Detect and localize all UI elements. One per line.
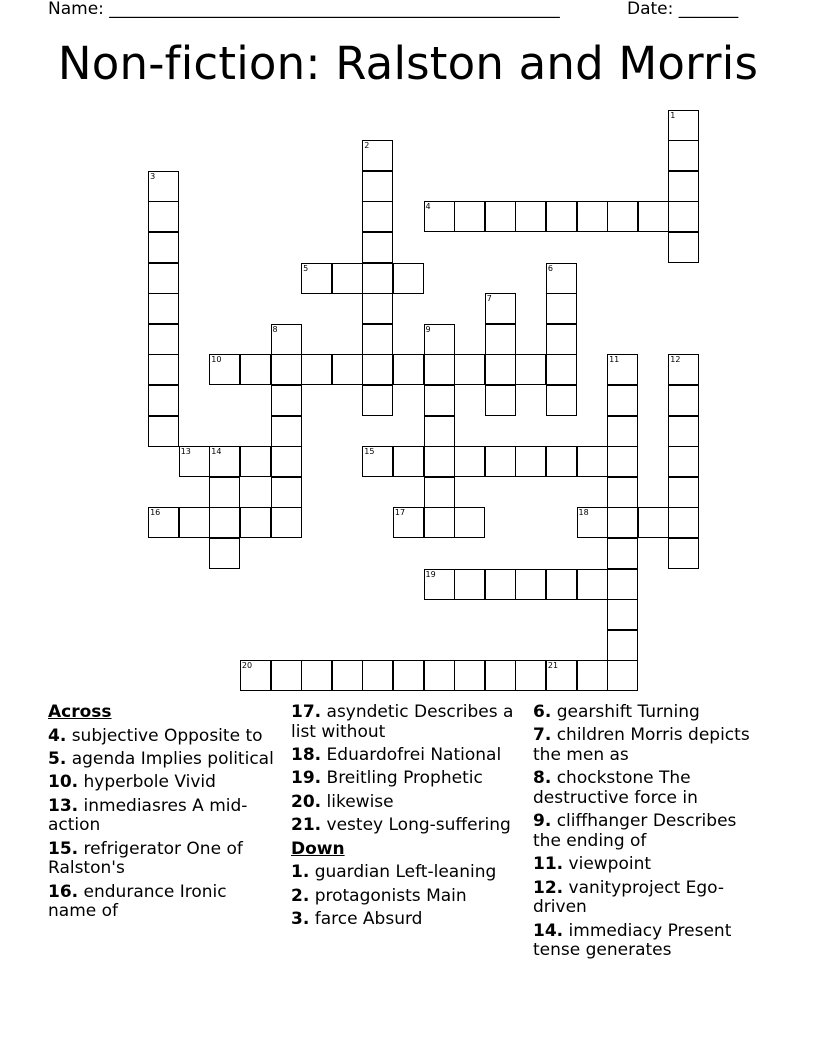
clue-number-label: 4. <box>48 725 67 746</box>
grid-cell[interactable] <box>148 171 179 202</box>
clue-number: 2 <box>364 141 370 151</box>
clue-number-label: 6. <box>533 702 552 722</box>
grid-cell[interactable] <box>668 201 699 232</box>
grid-cell[interactable] <box>638 201 669 232</box>
grid-cell[interactable] <box>393 263 424 294</box>
grid-cell[interactable] <box>454 201 485 232</box>
grid-cell[interactable] <box>668 385 699 416</box>
grid-cell[interactable] <box>607 599 638 630</box>
grid-cell[interactable] <box>362 660 393 691</box>
grid-cell[interactable] <box>515 201 546 232</box>
clue-number: 17 <box>394 508 406 518</box>
grid-cell[interactable] <box>546 324 577 355</box>
grid-cell[interactable] <box>179 507 210 538</box>
grid-cell[interactable] <box>240 507 271 538</box>
grid-cell[interactable] <box>271 385 302 416</box>
grid-cell[interactable] <box>424 446 455 477</box>
grid-cell[interactable] <box>271 477 302 508</box>
grid-cell[interactable] <box>577 446 608 477</box>
clue-text: viewpoint <box>568 854 652 875</box>
grid-cell[interactable] <box>362 263 393 294</box>
grid-cell[interactable] <box>485 569 516 600</box>
clue-number-label: 9. <box>533 811 552 832</box>
clue-text: vanityproject Ego-driven <box>533 877 725 918</box>
grid-cell[interactable] <box>668 477 699 508</box>
grid-cell[interactable] <box>209 507 240 538</box>
clue-text: farce Absurd <box>314 908 423 929</box>
clue-number-label: 20. <box>291 791 322 812</box>
grid-cell[interactable] <box>332 354 363 385</box>
grid-cell[interactable] <box>209 538 240 569</box>
grid-cell[interactable] <box>393 354 424 385</box>
grid-cell[interactable] <box>607 630 638 661</box>
clue-text: hyperbole Vivid <box>83 772 216 793</box>
grid-cell[interactable] <box>393 507 424 538</box>
grid-cell[interactable] <box>607 507 638 538</box>
clue-number: 21 <box>547 661 559 671</box>
clue-number-label: 16. <box>48 881 79 902</box>
grid-cell[interactable] <box>148 201 179 232</box>
across-heading: Across <box>48 702 112 722</box>
grid-cell[interactable] <box>424 660 455 691</box>
clue-number: 16 <box>150 508 161 518</box>
grid-cell[interactable] <box>148 232 179 263</box>
clue-number-label: 14. <box>533 920 564 941</box>
clue-number: 13 <box>180 447 191 457</box>
clue-text: refrigerator One of Ralston's <box>48 838 243 879</box>
grid-cell[interactable] <box>393 660 424 691</box>
grid-cell[interactable] <box>485 446 516 477</box>
grid-cell[interactable] <box>271 660 302 691</box>
clue-number: 4 <box>425 202 431 212</box>
clue-number: 18 <box>578 508 589 518</box>
clue-number-label: 1. <box>291 862 310 883</box>
grid-cell[interactable] <box>362 232 393 263</box>
grid-cell[interactable] <box>485 293 516 324</box>
clue-number: 19 <box>425 569 436 579</box>
grid-cell[interactable] <box>607 354 638 385</box>
clue-number: 6 <box>547 263 553 273</box>
grid-cell[interactable] <box>577 507 608 538</box>
clue-item <box>291 769 523 789</box>
grid-cell[interactable] <box>424 507 455 538</box>
clue-item <box>291 793 523 813</box>
grid-cell[interactable] <box>515 660 546 691</box>
grid-cell[interactable] <box>546 354 577 385</box>
clue-item <box>291 816 523 836</box>
clue-number-label: 13. <box>48 795 79 816</box>
clue-column-3 <box>533 703 765 965</box>
clue-text: Breitling Prophetic <box>326 768 483 789</box>
grid-cell[interactable] <box>240 660 271 691</box>
clue-number-label: 10. <box>48 772 79 793</box>
clue-text: gearshift Turning <box>556 702 700 722</box>
clue-text: vestey Long-suffering <box>326 815 511 836</box>
clue-item <box>533 703 765 723</box>
grid-cell[interactable] <box>546 263 577 294</box>
grid-cell[interactable] <box>209 354 240 385</box>
page-title: Non-fiction: Ralston and Morris <box>57 37 759 90</box>
grid-cell[interactable] <box>362 354 393 385</box>
grid-cell[interactable] <box>668 110 699 141</box>
grid-cell[interactable] <box>546 385 577 416</box>
grid-cell[interactable] <box>546 201 577 232</box>
clue-item <box>291 703 523 742</box>
grid-cell[interactable] <box>454 446 485 477</box>
grid-cell[interactable] <box>546 569 577 600</box>
grid-cell[interactable] <box>424 569 455 600</box>
grid-cell[interactable] <box>148 263 179 294</box>
clue-text: immediacy Present tense generates <box>533 920 732 961</box>
grid-cell[interactable] <box>515 354 546 385</box>
clue-item <box>533 922 765 961</box>
grid-cell[interactable] <box>668 446 699 477</box>
grid-cell[interactable] <box>148 354 179 385</box>
grid-cell[interactable] <box>668 140 699 171</box>
grid-cell[interactable] <box>240 446 271 477</box>
clue-number: 12 <box>670 355 681 365</box>
grid-cell[interactable] <box>607 385 638 416</box>
clue-text: Eduardofrei National <box>326 744 502 765</box>
clue-text: protagonists Main <box>314 885 467 906</box>
grid-cell[interactable] <box>515 446 546 477</box>
clue-item <box>533 726 765 765</box>
grid-cell[interactable] <box>209 477 240 508</box>
clue-item <box>48 883 280 922</box>
grid-cell[interactable] <box>148 324 179 355</box>
grid-cell[interactable] <box>454 569 485 600</box>
clue-item <box>533 769 765 808</box>
clue-text: children Morris depicts the men as <box>533 725 750 765</box>
clue-item <box>48 773 280 793</box>
grid-cell[interactable] <box>271 416 302 447</box>
grid-cell[interactable] <box>362 446 393 477</box>
grid-cell[interactable] <box>209 446 240 477</box>
clue-number-label: 7. <box>533 725 552 746</box>
grid-cell[interactable] <box>577 660 608 691</box>
clue-item <box>48 750 280 770</box>
clue-item <box>291 746 523 766</box>
grid-cell[interactable] <box>607 477 638 508</box>
clue-number: 15 <box>364 447 375 457</box>
clue-text: guardian Left-leaning <box>314 862 497 883</box>
clue-number-label: 8. <box>533 768 552 789</box>
grid-cell[interactable] <box>332 263 363 294</box>
clue-item <box>533 879 765 918</box>
clue-item <box>48 727 280 747</box>
grid-cell[interactable] <box>546 446 577 477</box>
grid-cell[interactable] <box>668 538 699 569</box>
clue-text: chockstone The destructive force in <box>533 768 698 808</box>
grid-cell[interactable] <box>362 324 393 355</box>
clue-text: subjective Opposite to <box>71 725 263 746</box>
clue-number-label: 5. <box>48 748 67 769</box>
grid-cell[interactable] <box>362 140 393 171</box>
grid-cell[interactable] <box>271 507 302 538</box>
grid-cell[interactable] <box>424 324 455 355</box>
clue-item <box>291 863 523 883</box>
grid-cell[interactable] <box>485 660 516 691</box>
grid-cell[interactable] <box>301 263 332 294</box>
clue-column-2 <box>291 703 523 933</box>
clue-number: 8 <box>272 324 278 334</box>
grid-cell[interactable] <box>546 293 577 324</box>
clue-number-label: 12. <box>533 877 564 898</box>
down-heading: Down <box>291 838 345 859</box>
grid-cell[interactable] <box>424 354 455 385</box>
clue-text: inmediasres A mid-action <box>48 795 248 836</box>
clue-number: 9 <box>425 324 431 334</box>
clue-item <box>291 910 523 930</box>
clue-number: 5 <box>303 263 309 273</box>
grid-cell[interactable] <box>148 293 179 324</box>
grid-cell[interactable] <box>485 201 516 232</box>
clue-number: 1 <box>670 110 676 120</box>
grid-cell[interactable] <box>668 416 699 447</box>
clue-item <box>291 887 523 907</box>
grid-cell[interactable] <box>424 416 455 447</box>
clue-number: 10 <box>211 355 222 365</box>
grid-cell[interactable] <box>148 507 179 538</box>
grid-cell[interactable] <box>638 507 669 538</box>
grid-cell[interactable] <box>179 446 210 477</box>
clue-number-label: 15. <box>48 838 79 859</box>
grid-cell[interactable] <box>301 354 332 385</box>
grid-cell[interactable] <box>668 232 699 263</box>
date-field[interactable]: Date: _______ <box>627 0 739 19</box>
grid-cell[interactable] <box>332 660 363 691</box>
grid-cell[interactable] <box>577 569 608 600</box>
clue-number-label: 18. <box>291 744 322 765</box>
clue-text: endurance Ironic name of <box>48 881 227 922</box>
grid-cell[interactable] <box>485 385 516 416</box>
grid-cell[interactable] <box>485 324 516 355</box>
clue-column-1 <box>48 703 280 926</box>
clue-number: 20 <box>241 661 253 671</box>
clue-number: 3 <box>150 171 156 181</box>
grid-cell[interactable] <box>362 171 393 202</box>
grid-cell[interactable] <box>668 171 699 202</box>
grid-cell[interactable] <box>546 660 577 691</box>
grid-cell[interactable] <box>515 569 546 600</box>
grid-cell[interactable] <box>271 324 302 355</box>
clue-item <box>533 855 765 875</box>
grid-cell[interactable] <box>240 354 271 385</box>
grid-cell[interactable] <box>271 354 302 385</box>
clue-item <box>533 812 765 851</box>
clue-number-label: 11. <box>533 854 564 875</box>
clue-item <box>48 797 280 836</box>
grid-cell[interactable] <box>148 416 179 447</box>
grid-cell[interactable] <box>607 201 638 232</box>
grid-cell[interactable] <box>454 354 485 385</box>
grid-cell[interactable] <box>424 477 455 508</box>
clue-text: agenda Implies political <box>71 748 274 769</box>
grid-cell[interactable] <box>393 446 424 477</box>
clue-number-label: 19. <box>291 768 322 789</box>
clue-text: cliffhanger Describes the ending of <box>533 811 737 851</box>
grid-cell[interactable] <box>668 507 699 538</box>
grid-cell[interactable] <box>424 385 455 416</box>
grid-cell[interactable] <box>454 660 485 691</box>
grid-cell[interactable] <box>607 569 638 600</box>
clue-text: asyndetic Describes a list without <box>291 702 514 742</box>
grid-cell[interactable] <box>362 293 393 324</box>
clue-number-label: 2. <box>291 885 310 906</box>
name-field[interactable]: Name: _____________________________________________________ <box>48 0 560 19</box>
clue-text: likewise <box>326 791 394 812</box>
grid-cell[interactable] <box>668 354 699 385</box>
grid-cell[interactable] <box>485 354 516 385</box>
grid-cell[interactable] <box>607 538 638 569</box>
grid-cell[interactable] <box>607 660 638 691</box>
clue-number-label: 3. <box>291 908 310 929</box>
grid-cell[interactable] <box>577 201 608 232</box>
clue-number-label: 17. <box>291 702 322 722</box>
clue-number: 14 <box>211 447 222 457</box>
clue-number: 7 <box>486 294 492 304</box>
clue-number-label: 21. <box>291 815 322 836</box>
grid-cell[interactable] <box>271 446 302 477</box>
grid-cell[interactable] <box>454 507 485 538</box>
grid-cell[interactable] <box>607 446 638 477</box>
grid-cell[interactable] <box>301 660 332 691</box>
grid-cell[interactable] <box>148 385 179 416</box>
clue-number: 11 <box>609 355 620 365</box>
grid-cell[interactable] <box>362 201 393 232</box>
clue-item <box>48 840 280 879</box>
grid-cell[interactable] <box>362 385 393 416</box>
grid-cell[interactable] <box>424 201 455 232</box>
grid-cell[interactable] <box>607 416 638 447</box>
